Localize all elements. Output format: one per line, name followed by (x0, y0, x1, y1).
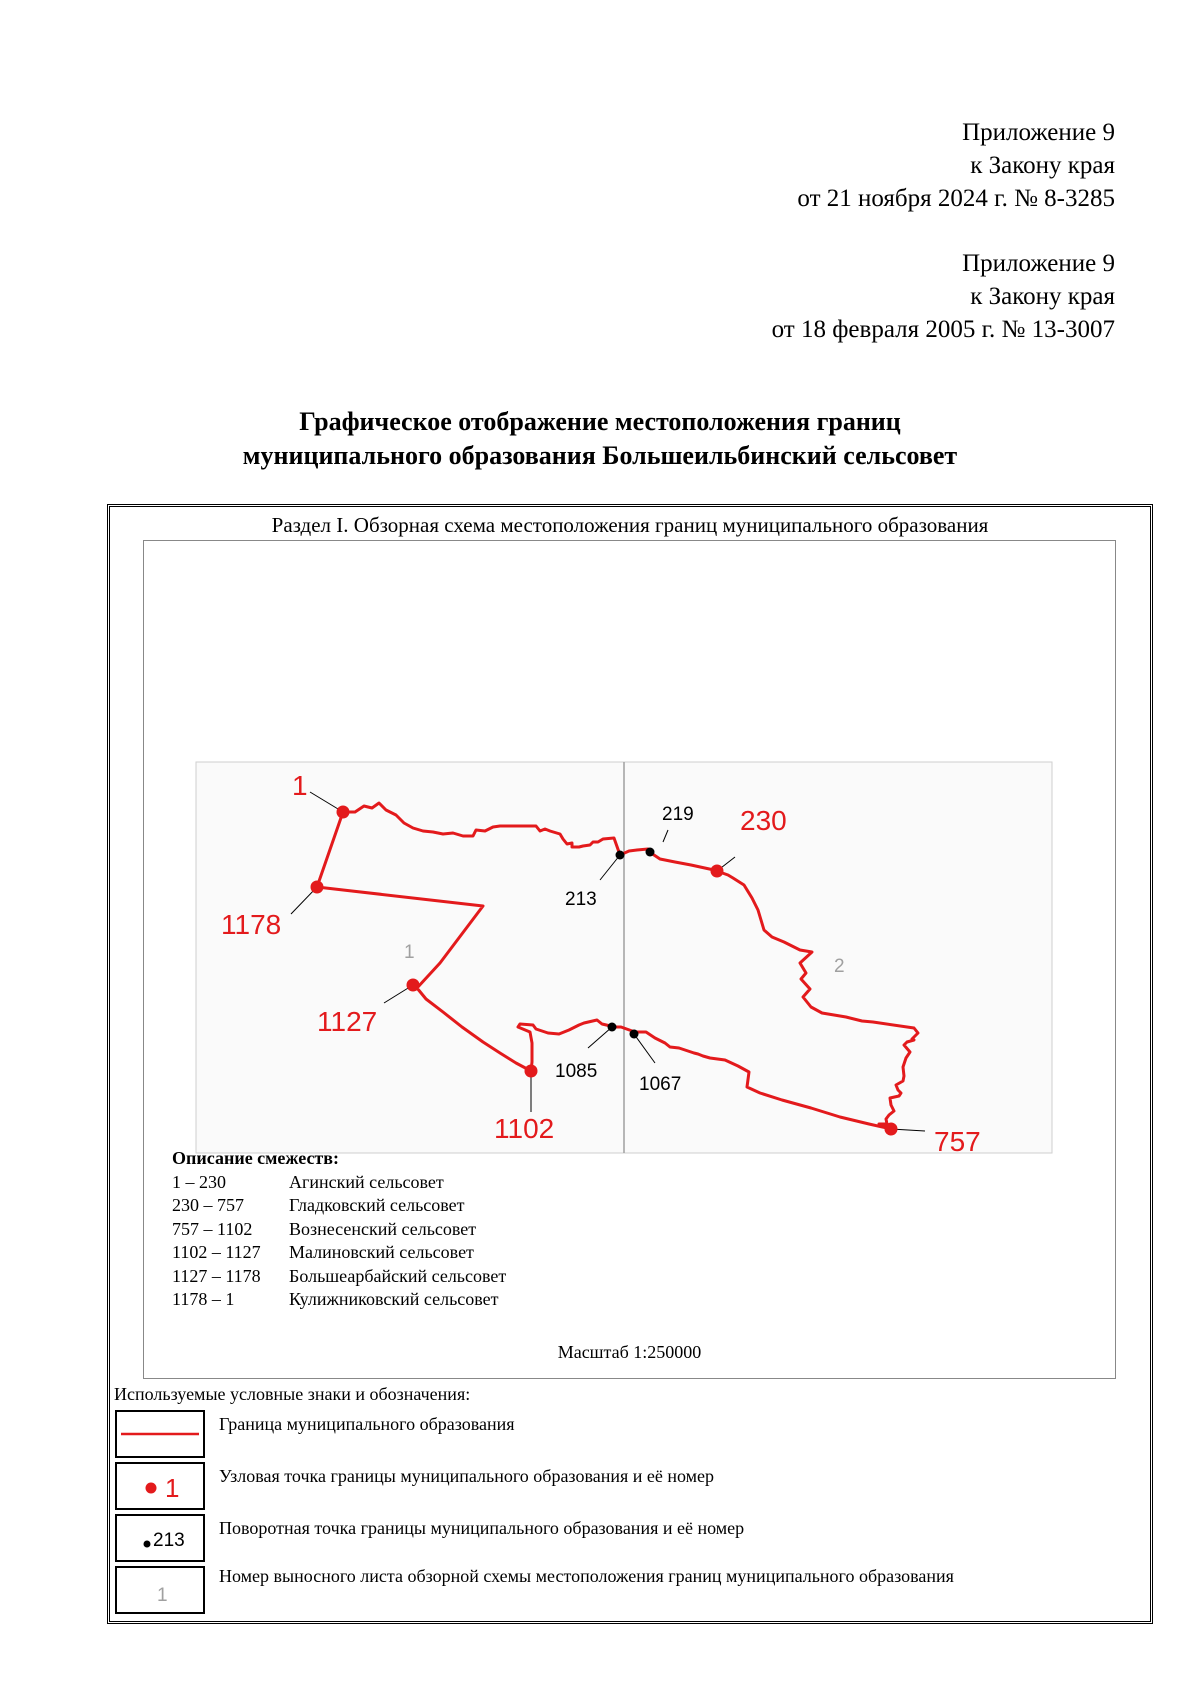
adjacency-range: 1 – 230 (172, 1171, 226, 1192)
adjacency-name: Вознесенский сельсовет (289, 1218, 477, 1239)
section-title: Раздел I. Обзорная схема местоположения границ муниципального образования (271, 513, 989, 537)
legend-node-sample: 1 (165, 1473, 180, 1503)
appendix-number: Приложение 9 (962, 250, 1115, 277)
adjacency-row (172, 1194, 506, 1218)
node-label-757: 757 (934, 1126, 981, 1157)
legend-text-turn: Поворотная точка границы муниципального образования и её номер (219, 1518, 745, 1538)
adjacency-range: 757 – 1102 (172, 1218, 253, 1239)
node-point-1127 (407, 979, 420, 992)
turn-label-1085: 1085 (555, 1061, 598, 1082)
turn-label-213: 213 (565, 889, 597, 910)
legend-turn-sample: 213 (153, 1530, 185, 1551)
adjacency-row (172, 1265, 506, 1289)
adjacency-title: Описание смежеств: (172, 1148, 339, 1168)
adjacency-name: Большеарбайский сельсовет (289, 1265, 507, 1286)
adjacency-range: 230 – 757 (172, 1195, 244, 1215)
adjacency-name: Агинский сельсовет (289, 1171, 444, 1192)
node-point-1102 (525, 1065, 538, 1078)
adjacency-name: Гладковский сельсовет (289, 1195, 465, 1215)
legend-symbol-node (115, 1462, 205, 1510)
turn-point-icon (117, 1516, 203, 1560)
legend-text-boundary: Граница муниципального образования (219, 1414, 515, 1434)
node-label-1127: 1127 (317, 1006, 378, 1037)
title-line-1: Графическое отображение местоположения границ (299, 407, 901, 436)
sheet-label-2: 2 (834, 956, 845, 977)
sheet-number-icon (117, 1568, 203, 1612)
boundary-line-icon (117, 1412, 203, 1456)
turn-point-1085 (608, 1023, 617, 1032)
legend-symbol-boundary (115, 1410, 205, 1458)
legend-text-node: Узловая точка границы муниципального образования и её номер (219, 1466, 715, 1486)
adjacency-row (172, 1218, 506, 1242)
appendix-number: Приложение 9 (962, 119, 1115, 146)
legend-title: Используемые условные знаки и обозначения: (114, 1384, 471, 1404)
adjacency-range: 1127 – 1178 (172, 1265, 261, 1286)
node-label-230: 230 (740, 805, 787, 836)
sheet-label-1: 1 (404, 942, 415, 963)
node-point-icon (117, 1464, 203, 1508)
node-label-1: 1 (292, 770, 308, 801)
node-point-1178 (311, 881, 324, 894)
title-line-2: муниципального образования Большеильбинский сельсовет (242, 441, 958, 470)
legend-text-sheet: Номер выносного листа обзорной схемы местоположения границ муниципального образования (219, 1566, 954, 1586)
legend-sheet-sample: 1 (157, 1585, 168, 1606)
adjacency-row (172, 1241, 506, 1265)
appendix-law-date: от 18 февраля 2005 г. № 13-3007 (771, 316, 1115, 343)
adjacency-range: 1178 – 1 (172, 1289, 235, 1309)
adjacency-row (172, 1171, 506, 1195)
appendix-law-date: от 21 ноября 2024 г. № 8-3285 (797, 185, 1115, 212)
adjacency-description (172, 1147, 506, 1312)
turn-point-219 (646, 848, 655, 857)
adjacency-range: 1102 – 1127 (172, 1242, 261, 1262)
adjacency-row (172, 1288, 506, 1312)
appendix-law-ref: к Закону края (970, 283, 1115, 310)
legend-symbol-sheet (115, 1566, 205, 1614)
node-point-757 (885, 1123, 898, 1136)
node-point-1 (337, 806, 350, 819)
map-scale: Масштаб 1:250000 (557, 1342, 702, 1362)
legend-symbol-turn (115, 1514, 205, 1562)
turn-label-1067: 1067 (639, 1074, 682, 1095)
node-point-230 (711, 865, 724, 878)
node-label-1102: 1102 (494, 1113, 555, 1144)
adjacency-name: Кулижниковский сельсовет (289, 1289, 499, 1309)
node-label-1178: 1178 (221, 909, 282, 940)
appendix-law-ref: к Закону края (970, 152, 1115, 179)
adjacency-name: Малиновский сельсовет (289, 1242, 474, 1262)
turn-point-1067 (630, 1030, 639, 1039)
turn-label-219: 219 (662, 804, 694, 825)
turn-point-213 (616, 851, 625, 860)
